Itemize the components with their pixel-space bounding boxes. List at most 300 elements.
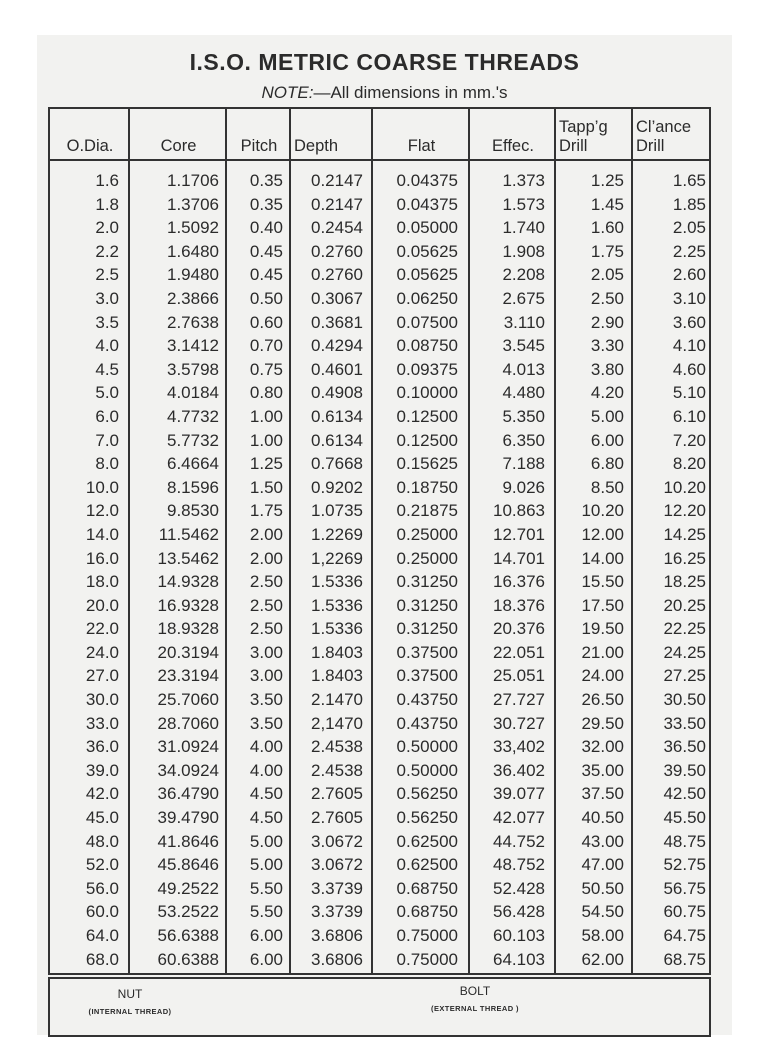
cell-depth: 0.9202: [311, 477, 363, 497]
cell-core: 1.3706: [167, 194, 219, 214]
cell-tapp: 1.60: [590, 218, 624, 238]
cell-pitch: 0.35: [249, 194, 283, 214]
table-row: [50, 688, 709, 712]
cell-depth: 1.5336: [311, 572, 363, 592]
cell-tapp: 2.50: [590, 288, 624, 308]
cell-core: 6.4664: [167, 454, 219, 474]
cell-tapp: 10.20: [581, 501, 624, 521]
cell-clance: 2.05: [672, 218, 706, 238]
bolt-label: BOLT: [459, 984, 491, 998]
table-row: [50, 429, 709, 453]
cell-flat: 0.18750: [396, 477, 458, 497]
cell-effec: 2.208: [502, 265, 545, 285]
cell-pitch: 0.70: [249, 336, 283, 356]
table-row: [50, 924, 709, 948]
cell-flat: 0.62500: [396, 855, 458, 875]
cell-odia: 14.0: [85, 524, 119, 544]
cell-effec: 64.103: [493, 949, 545, 969]
cell-odia: 64.0: [85, 926, 119, 945]
cell-core: 36.4790: [157, 784, 219, 804]
cell-core: 4.0184: [167, 383, 219, 403]
cell-effec: 4.480: [502, 383, 545, 403]
cell-flat: 0.09375: [396, 359, 458, 379]
cell-odia: 18.0: [85, 572, 119, 592]
cell-pitch: 5.50: [249, 902, 283, 922]
thread-table: [48, 107, 711, 975]
cell-effec: 42.077: [493, 808, 545, 828]
cell-core: 41.8646: [157, 831, 219, 851]
header-clearance-drill: [633, 109, 711, 159]
table-row: [50, 216, 709, 240]
cell-depth: 2.7605: [311, 808, 363, 828]
cell-core: 5.7732: [167, 430, 219, 450]
cell-pitch: 2.00: [249, 524, 283, 544]
header-depth-label: Depth: [294, 137, 339, 155]
cell-odia: 33.0: [85, 713, 119, 733]
header-pitch-label: Pitch: [240, 137, 278, 155]
cell-effec: 33,402: [493, 737, 545, 757]
cell-clance: 33.50: [663, 713, 706, 733]
cell-odia: 42.0: [85, 784, 119, 804]
table-row: [50, 594, 709, 618]
cell-odia: 6.0: [95, 406, 119, 426]
cell-clance: 3.10: [672, 288, 706, 308]
cell-flat: 0.10000: [396, 383, 458, 403]
cell-effec: 7.188: [502, 454, 545, 474]
thread-diagram-box: [48, 977, 711, 1037]
cell-odia: 4.5: [95, 359, 119, 379]
cell-pitch: 4.50: [249, 784, 283, 804]
cell-tapp: 4.20: [590, 383, 624, 403]
cell-depth: 2.4538: [311, 737, 363, 757]
cell-pitch: 2.50: [249, 619, 283, 639]
cell-core: 23.3194: [157, 666, 219, 686]
cell-effec: 18.376: [493, 595, 545, 615]
cell-odia: 60.0: [85, 902, 119, 922]
cell-flat: 0.43750: [396, 713, 458, 733]
table-row: [50, 948, 709, 972]
cell-tapp: 6.00: [590, 430, 624, 450]
cell-flat: 0.15625: [396, 454, 458, 474]
cell-odia: 1.6: [95, 171, 119, 190]
header-tapping-drill-line1: Tapp’g: [559, 118, 608, 136]
cell-core: 25.7060: [157, 690, 219, 710]
cell-pitch: 3.50: [249, 690, 283, 710]
cell-odia: 30.0: [85, 690, 119, 710]
cell-clance: 8.20: [672, 454, 706, 474]
cell-flat: 0.56250: [396, 784, 458, 804]
cell-clance: 39.50: [663, 760, 706, 780]
table-row: [50, 452, 709, 476]
cell-flat: 0.06250: [396, 288, 458, 308]
table-row: [50, 263, 709, 287]
table-row: [50, 358, 709, 382]
table-row: [50, 523, 709, 547]
cell-effec: 3.110: [503, 312, 545, 332]
cell-pitch: 6.00: [249, 949, 283, 969]
table-row: [50, 405, 709, 429]
cell-pitch: 6.00: [249, 926, 283, 945]
cell-depth: 0.6134: [311, 430, 363, 450]
header-effec-label: Effec.: [492, 137, 534, 155]
cell-flat: 0.68750: [396, 902, 458, 922]
cell-pitch: 4.00: [249, 737, 283, 757]
cell-odia: 24.0: [85, 642, 119, 662]
cell-tapp: 15.50: [581, 572, 624, 592]
cell-clance: 30.50: [663, 690, 706, 710]
table-row: [50, 381, 709, 405]
cell-pitch: 3.00: [249, 642, 283, 662]
cell-depth: 0.2147: [311, 171, 363, 190]
cell-core: 56.6388: [157, 926, 219, 945]
cell-depth: 3.3739: [311, 902, 363, 922]
cell-tapp: 17.50: [581, 595, 624, 615]
header-flat-label: Flat: [407, 137, 436, 155]
cell-depth: 0.3067: [311, 288, 363, 308]
cell-depth: 0.4294: [311, 336, 363, 356]
cell-tapp: 54.50: [581, 902, 624, 922]
cell-tapp: 35.00: [581, 760, 624, 780]
cell-core: 8.1596: [167, 477, 219, 497]
cell-flat: 0.21875: [396, 501, 458, 521]
cell-effec: 27.727: [493, 690, 545, 710]
cell-pitch: 0.45: [249, 241, 283, 261]
cell-core: 13.5462: [157, 548, 219, 568]
cell-flat: 0.37500: [396, 666, 458, 686]
cell-tapp: 1.25: [590, 171, 624, 190]
cell-core: 14.9328: [157, 572, 219, 592]
cell-clance: 36.50: [663, 737, 706, 757]
header-core: [130, 109, 227, 159]
cell-pitch: 0.75: [249, 359, 283, 379]
cell-flat: 0.05000: [396, 218, 458, 238]
cell-depth: 1.8403: [311, 642, 363, 662]
cell-tapp: 26.50: [581, 690, 624, 710]
table-row: [50, 712, 709, 736]
cell-flat: 0.43750: [396, 690, 458, 710]
cell-odia: 5.0: [95, 383, 119, 403]
cell-flat: 0.25000: [396, 548, 458, 568]
cell-depth: 2,1470: [311, 713, 363, 733]
cell-depth: 3.0672: [311, 855, 363, 875]
cell-odia: 68.0: [85, 949, 119, 969]
cell-tapp: 12.00: [581, 524, 624, 544]
cell-odia: 16.0: [85, 548, 119, 568]
cell-depth: 1.2269: [311, 524, 363, 544]
cell-core: 11.5462: [158, 524, 219, 544]
cell-odia: 3.5: [95, 312, 119, 332]
cell-odia: 39.0: [85, 760, 119, 780]
cell-effec: 56.428: [493, 902, 545, 922]
cell-clance: 2.25: [672, 241, 706, 261]
cell-effec: 1.740: [502, 218, 545, 238]
cell-core: 60.6388: [157, 949, 219, 969]
cell-clance: 10.20: [663, 477, 706, 497]
table-row: [50, 334, 709, 358]
cell-clance: 7.20: [672, 430, 706, 450]
cell-flat: 0.12500: [396, 406, 458, 426]
cell-odia: 2.0: [95, 218, 119, 238]
cell-pitch: 4.00: [249, 760, 283, 780]
cell-tapp: 62.00: [581, 949, 624, 969]
cell-odia: 7.0: [95, 430, 119, 450]
cell-depth: 1.5336: [311, 619, 363, 639]
bolt-label-group: [405, 984, 545, 1013]
cell-core: 53.2522: [157, 902, 219, 922]
cell-depth: 2.4538: [311, 760, 363, 780]
cell-tapp: 3.30: [590, 336, 624, 356]
cell-depth: 1.8403: [311, 666, 363, 686]
cell-tapp: 24.00: [581, 666, 624, 686]
cell-pitch: 4.50: [249, 808, 283, 828]
cell-effec: 20.376: [493, 619, 545, 639]
cell-flat: 0.37500: [396, 642, 458, 662]
cell-depth: 1.0735: [311, 501, 363, 521]
cell-clance: 64.75: [663, 926, 706, 945]
cell-tapp: 19.50: [581, 619, 624, 639]
cell-core: 1.6480: [167, 241, 219, 261]
header-effec: [470, 109, 556, 159]
cell-tapp: 8.50: [590, 477, 624, 497]
header-pitch: [227, 109, 291, 159]
cell-flat: 0.56250: [396, 808, 458, 828]
chart-title: I.S.O. METRIC COARSE THREADS: [189, 49, 580, 75]
cell-odia: 22.0: [85, 619, 119, 639]
cell-pitch: 0.50: [249, 288, 283, 308]
header-tapping-drill-line2: Drill: [559, 137, 588, 155]
table-row: [50, 759, 709, 783]
cell-pitch: 1.00: [249, 430, 283, 450]
cell-tapp: 2.90: [590, 312, 624, 332]
cell-pitch: 0.80: [249, 383, 283, 403]
table-row: [50, 193, 709, 217]
table-row: [50, 617, 709, 641]
cell-depth: 3.0672: [311, 831, 363, 851]
cell-core: 4.7732: [167, 406, 219, 426]
cell-flat: 0.31250: [396, 595, 458, 615]
table-row: [50, 877, 709, 901]
cell-effec: 36.402: [493, 760, 545, 780]
cell-effec: 16.376: [493, 572, 545, 592]
cell-depth: 1,2269: [311, 548, 363, 568]
cell-pitch: 3.50: [249, 713, 283, 733]
cell-flat: 0.50000: [396, 737, 458, 757]
cell-effec: 39.077: [493, 784, 545, 804]
cell-clance: 12.20: [663, 501, 706, 521]
cell-effec: 2.675: [502, 288, 545, 308]
cell-odia: 10.0: [85, 477, 119, 497]
cell-odia: 4.0: [95, 336, 119, 356]
cell-core: 9.8530: [167, 501, 219, 521]
cell-core: 34.0924: [157, 760, 219, 780]
cell-core: 1.9480: [167, 265, 219, 285]
cell-flat: 0.75000: [396, 926, 458, 945]
cell-clance: 4.10: [672, 336, 706, 356]
cell-pitch: 5.50: [249, 878, 283, 898]
cell-effec: 25.051: [493, 666, 545, 686]
cell-tapp: 47.00: [581, 855, 624, 875]
cell-odia: 12.0: [85, 501, 119, 521]
note-text: —All dimensions in mm.ʹs: [313, 83, 508, 102]
cell-depth: 0.4601: [311, 359, 363, 379]
nut-sublabel: (INTERNAL THREAD): [88, 1007, 172, 1016]
cell-clance: 2.60: [672, 265, 706, 285]
cell-flat: 0.31250: [396, 572, 458, 592]
cell-effec: 1.908: [502, 241, 545, 261]
cell-odia: 1.8: [95, 194, 119, 214]
cell-flat: 0.05625: [396, 265, 458, 285]
cell-odia: 3.0: [95, 288, 119, 308]
table-row: [50, 782, 709, 806]
cell-effec: 5.350: [502, 406, 545, 426]
cell-effec: 48.752: [493, 855, 545, 875]
cell-depth: 0.4908: [311, 383, 363, 403]
cell-clance: 6.10: [672, 406, 706, 426]
cell-tapp: 43.00: [581, 831, 624, 851]
note-label: NOTE:: [261, 83, 314, 102]
table-row: [50, 735, 709, 759]
table-row: [50, 240, 709, 264]
table-row: [50, 830, 709, 854]
cell-core: 45.8646: [157, 855, 219, 875]
cell-pitch: 0.45: [249, 265, 283, 285]
cell-depth: 0.6134: [311, 406, 363, 426]
cell-tapp: 37.50: [581, 784, 624, 804]
cell-clance: 14.25: [663, 524, 706, 544]
table-row: [50, 547, 709, 571]
cell-effec: 4.013: [502, 359, 545, 379]
units-note: [37, 83, 732, 103]
cell-depth: 2.7605: [311, 784, 363, 804]
cell-tapp: 29.50: [581, 713, 624, 733]
cell-clance: 1.85: [672, 194, 706, 214]
cell-clance: 22.25: [663, 619, 706, 639]
cell-pitch: 5.00: [249, 855, 283, 875]
cell-tapp: 2.05: [590, 265, 624, 285]
cell-pitch: 2.00: [249, 548, 283, 568]
cell-effec: 52.428: [493, 878, 545, 898]
cell-flat: 0.31250: [396, 619, 458, 639]
cell-effec: 9.026: [502, 477, 545, 497]
cell-flat: 0.25000: [396, 524, 458, 544]
cell-core: 2.3866: [167, 288, 219, 308]
table-row: [50, 169, 709, 193]
bolt-sublabel: (EXTERNAL THREAD ): [431, 1004, 519, 1013]
nut-label: NUT: [117, 987, 143, 1001]
cell-tapp: 40.50: [581, 808, 624, 828]
cell-depth: 0.2454: [311, 218, 363, 238]
cell-core: 20.3194: [157, 642, 219, 662]
cell-clance: 5.10: [672, 383, 706, 403]
cell-pitch: 2.50: [249, 572, 283, 592]
cell-pitch: 5.00: [249, 831, 283, 851]
header-depth: [291, 109, 373, 159]
table-body: [50, 169, 709, 971]
table-row: [50, 664, 709, 688]
cell-clance: 27.25: [663, 666, 706, 686]
cell-clance: 3.60: [672, 312, 706, 332]
cell-tapp: 58.00: [581, 926, 624, 945]
table-row: [50, 641, 709, 665]
cell-clance: 4.60: [672, 359, 706, 379]
cell-flat: 0.04375: [396, 171, 458, 190]
cell-clance: 60.75: [663, 902, 706, 922]
cell-core: 3.5798: [167, 359, 219, 379]
cell-tapp: 50.50: [581, 878, 624, 898]
cell-odia: 27.0: [85, 666, 119, 686]
cell-odia: 36.0: [85, 737, 119, 757]
cell-flat: 0.12500: [396, 430, 458, 450]
table-row: [50, 806, 709, 830]
cell-clance: 16.25: [663, 548, 706, 568]
cell-pitch: 0.35: [249, 171, 283, 190]
cell-effec: 22.051: [493, 642, 545, 662]
cell-depth: 3.6806: [311, 949, 363, 969]
table-row: [50, 287, 709, 311]
cell-flat: 0.75000: [396, 949, 458, 969]
cell-tapp: 5.00: [590, 406, 624, 426]
cell-flat: 0.50000: [396, 760, 458, 780]
header-core-label: Core: [160, 137, 197, 155]
cell-clance: 24.25: [663, 642, 706, 662]
cell-effec: 3.545: [502, 336, 545, 356]
cell-core: 49.2522: [157, 878, 219, 898]
cell-depth: 0.3681: [311, 312, 363, 332]
cell-odia: 20.0: [85, 595, 119, 615]
cell-flat: 0.68750: [396, 878, 458, 898]
cell-effec: 10.863: [493, 501, 545, 521]
cell-tapp: 32.00: [581, 737, 624, 757]
cell-core: 1.5092: [167, 218, 219, 238]
table-row: [50, 853, 709, 877]
cell-depth: 0.2147: [311, 194, 363, 214]
cell-flat: 0.08750: [396, 336, 458, 356]
cell-odia: 2.5: [95, 265, 119, 285]
cell-effec: 1.373: [502, 171, 545, 190]
cell-depth: 1.5336: [311, 595, 363, 615]
cell-core: 2.7638: [167, 312, 219, 332]
header-odia: [50, 109, 130, 159]
cell-pitch: 1.00: [249, 406, 283, 426]
cell-tapp: 1.75: [590, 241, 624, 261]
cell-pitch: 0.60: [249, 312, 283, 332]
cell-effec: 6.350: [502, 430, 545, 450]
cell-flat: 0.62500: [396, 831, 458, 851]
header-flat: [373, 109, 470, 159]
cell-pitch: 1.50: [249, 477, 283, 497]
cell-core: 28.7060: [157, 713, 219, 733]
header-tapping-drill: [556, 109, 633, 159]
cell-clance: 68.75: [663, 949, 706, 969]
table-row: [50, 311, 709, 335]
cell-tapp: 14.00: [581, 548, 624, 568]
cell-core: 1.1706: [167, 171, 219, 190]
cell-pitch: 3.00: [249, 666, 283, 686]
table-row: [50, 499, 709, 523]
nut-label-group: [60, 987, 200, 1016]
cell-effec: 60.103: [493, 926, 545, 945]
cell-tapp: 3.80: [590, 359, 624, 379]
cell-tapp: 1.45: [590, 194, 624, 214]
cell-odia: 2.2: [95, 241, 119, 261]
cell-tapp: 6.80: [590, 454, 624, 474]
cell-effec: 12.701: [493, 524, 545, 544]
cell-tapp: 21.00: [581, 642, 624, 662]
cell-pitch: 1.25: [249, 454, 283, 474]
cell-effec: 30.727: [493, 713, 545, 733]
cell-clance: 42.50: [663, 784, 706, 804]
cell-core: 16.9328: [157, 595, 219, 615]
